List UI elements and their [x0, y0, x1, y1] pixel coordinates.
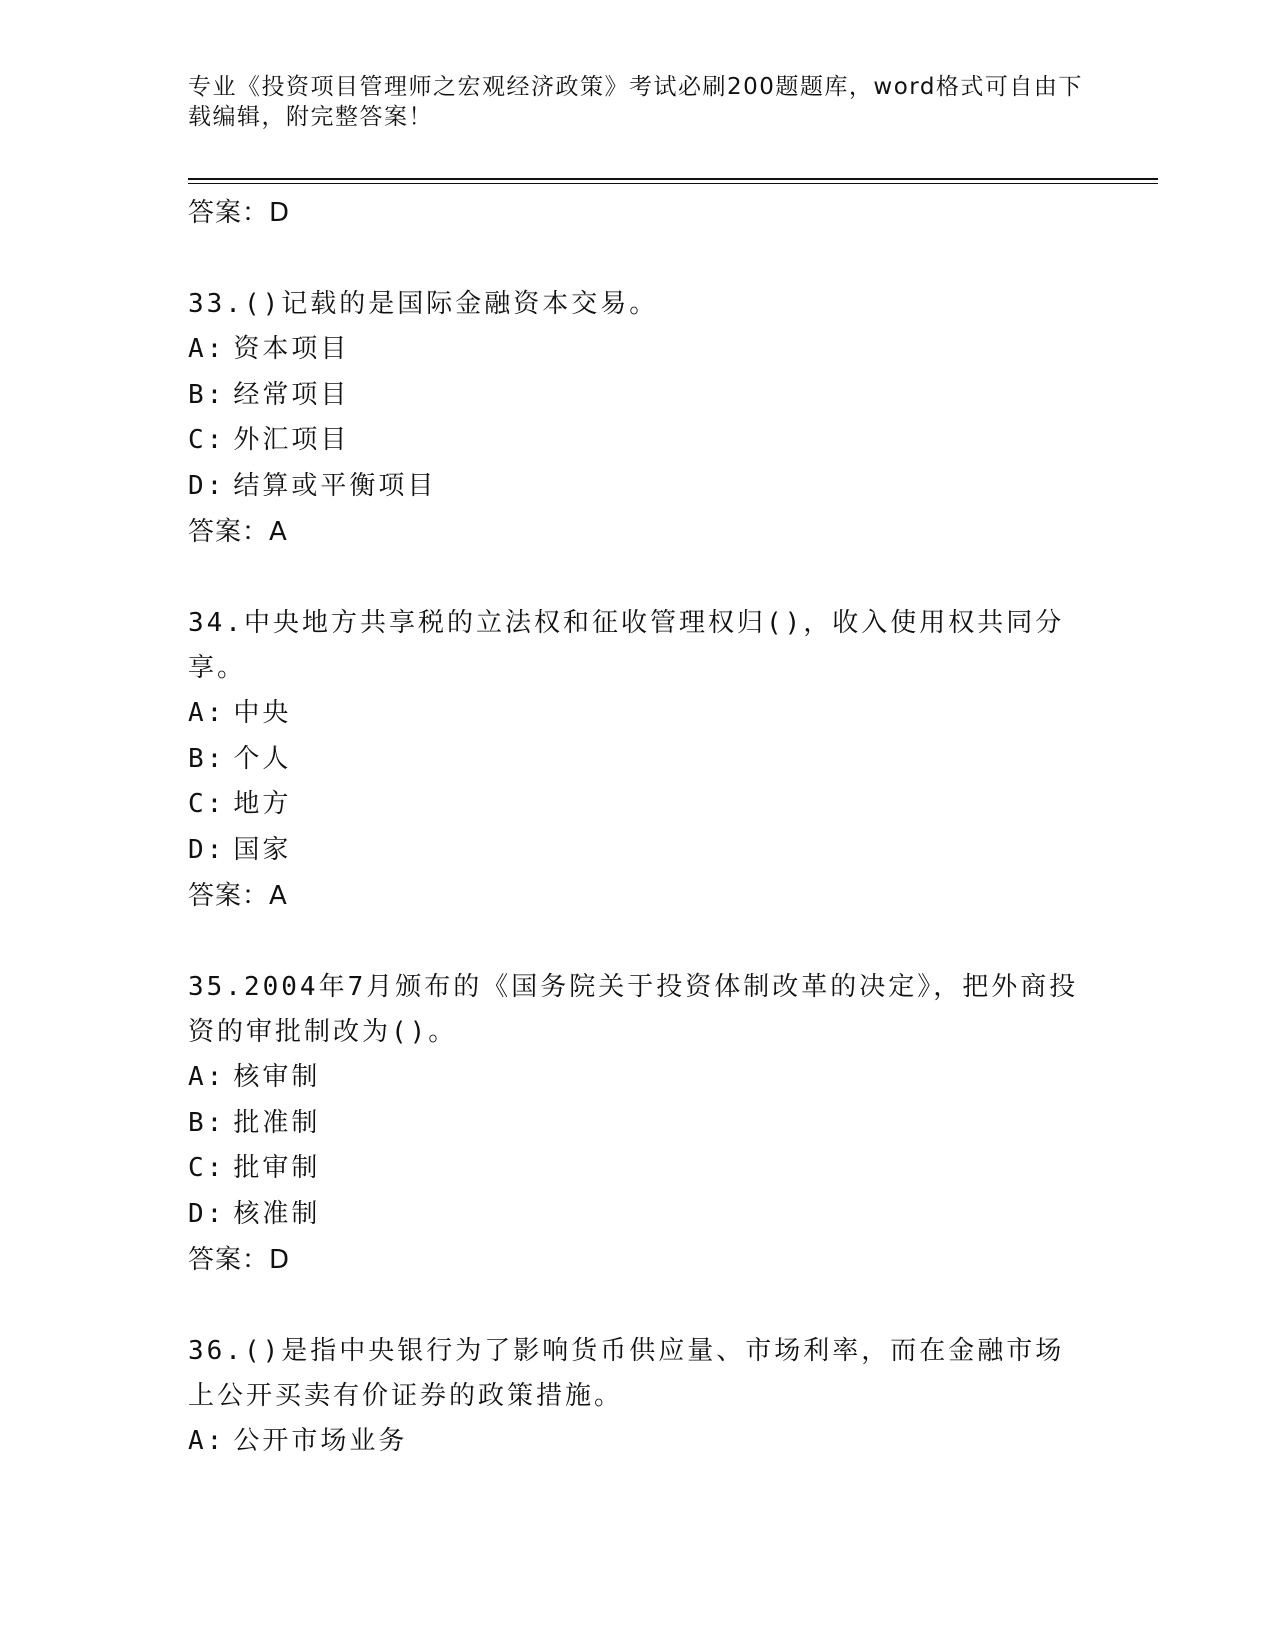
- option-separator: :: [206, 1153, 226, 1183]
- option-letter: C: [188, 789, 207, 819]
- option-letter: D: [188, 470, 207, 501]
- option-letter: B: [188, 379, 207, 410]
- option-d: [188, 464, 1088, 510]
- option-text: 结算或平衡项目: [233, 470, 437, 501]
- question-stem: 36.()是指中央银行为了影响货币供应量、市场利率，而在金融市场上公开买卖有价证券的政策措施。: [188, 1336, 1065, 1411]
- option-text: 地方: [233, 789, 292, 819]
- header-divider: [188, 178, 1158, 180]
- question-list: [188, 190, 1088, 1465]
- option-text: 个人: [233, 743, 292, 774]
- option-b: [188, 737, 1088, 783]
- option-text: 批准制: [233, 1107, 321, 1138]
- option-separator: :: [206, 470, 226, 501]
- option-d: [188, 1192, 1088, 1238]
- option-letter: B: [188, 743, 207, 774]
- option-separator: :: [206, 334, 226, 364]
- option-letter: D: [188, 834, 207, 865]
- option-text: 资本项目: [233, 334, 350, 364]
- option-a: [188, 691, 1088, 737]
- option-separator: :: [206, 743, 226, 774]
- option-text: 国家: [233, 834, 292, 865]
- option-letter: D: [188, 1198, 207, 1229]
- option-text: 公开市场业务: [233, 1426, 408, 1456]
- option-b: [188, 1101, 1088, 1147]
- answer-line: 答案：D: [188, 198, 291, 228]
- option-separator: :: [206, 425, 226, 455]
- answer-line: 答案：A: [188, 517, 288, 547]
- option-separator: :: [206, 1062, 226, 1092]
- option-a: [188, 327, 1088, 373]
- option-text: 外汇项目: [233, 425, 350, 455]
- question-stem: 33.()记载的是国际金融资本交易。: [188, 289, 659, 319]
- option-c: [188, 418, 1088, 464]
- header-divider-thin: [188, 183, 1158, 184]
- option-a: [188, 1419, 1088, 1465]
- question-stem: 35.2004年7月颁布的《国务院关于投资体制改革的决定》，把外商投资的审批制改为()。: [188, 972, 1079, 1047]
- option-b: [188, 373, 1088, 419]
- option-c: [188, 782, 1088, 828]
- option-separator: :: [206, 1198, 226, 1229]
- spacer: [188, 1283, 1088, 1329]
- option-d: [188, 828, 1088, 874]
- option-letter: C: [188, 425, 207, 455]
- option-text: 核审制: [233, 1062, 321, 1092]
- option-a: [188, 1055, 1088, 1101]
- option-letter: A: [188, 1426, 207, 1456]
- option-letter: A: [188, 334, 207, 364]
- option-letter: B: [188, 1107, 207, 1138]
- option-letter: A: [188, 1062, 207, 1092]
- question-stem: 34.中央地方共享税的立法权和征收管理权归()，收入使用权共同分享。: [188, 608, 1065, 683]
- option-separator: :: [206, 789, 226, 819]
- option-separator: :: [206, 1107, 226, 1138]
- option-text: 中央: [233, 698, 292, 728]
- answer-line: 答案：D: [188, 1245, 291, 1275]
- spacer: [188, 236, 1088, 282]
- spacer: [188, 919, 1088, 965]
- option-separator: :: [206, 1426, 226, 1456]
- option-text: 核准制: [233, 1198, 321, 1229]
- answer-line: 答案：A: [188, 881, 288, 911]
- option-text: 批审制: [233, 1153, 321, 1183]
- option-separator: :: [206, 834, 226, 865]
- option-letter: A: [188, 698, 207, 728]
- option-letter: C: [188, 1153, 207, 1183]
- spacer: [188, 555, 1088, 601]
- option-separator: :: [206, 379, 226, 410]
- option-text: 经常项目: [233, 379, 350, 410]
- option-c: [188, 1146, 1088, 1192]
- option-separator: :: [206, 698, 226, 728]
- document-header: 专业《投资项目管理师之宏观经济政策》考试必刷200题题库，word格式可自由下载编辑，附完整答案！: [188, 74, 1083, 130]
